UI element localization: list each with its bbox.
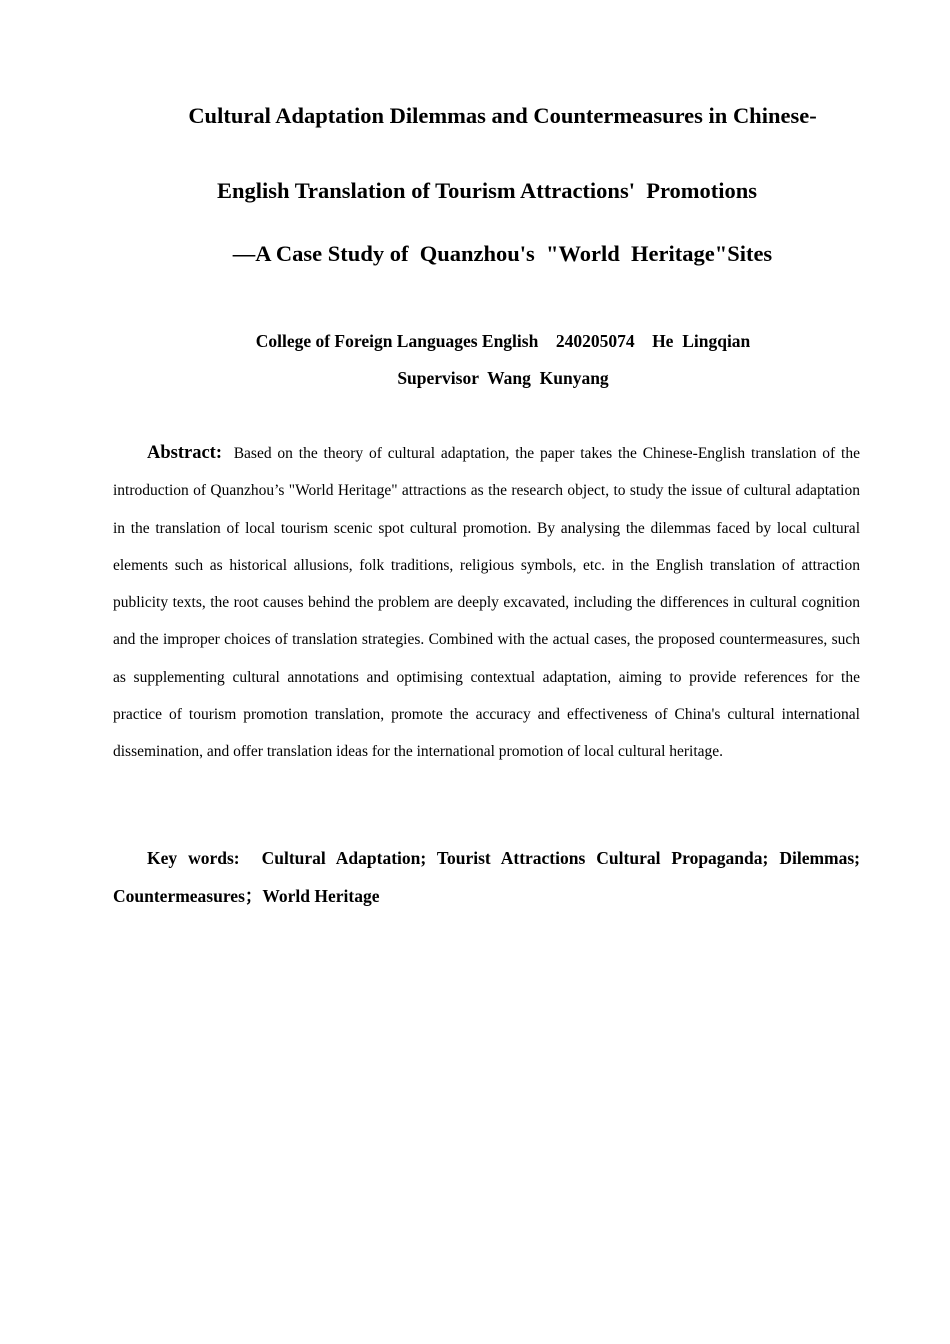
paper-subtitle: —A Case Study of Quanzhou's "World Heritage"Sites bbox=[232, 241, 773, 266]
keywords-label: Key words: bbox=[147, 848, 240, 868]
keywords-text: Cultural Adaptation; Tourist Attractions Cultural Propaganda; Dilemmas; Countermeasures；World Heritage bbox=[113, 848, 860, 906]
paper-title-line-2: English Translation of Tourism Attractions' Promotions bbox=[216, 178, 758, 203]
author-info: College of Foreign Languages English 240205074 He Lingqian bbox=[255, 331, 751, 351]
abstract-label: Abstract: bbox=[147, 443, 223, 463]
abstract-paragraph bbox=[113, 435, 860, 771]
abstract-text: Based on the theory of cultural adaptation, the paper takes the Chinese-English translation of the introduction of Quanzhou’s "World Heritage" attractions as the research object, to study the issue of cultural adaptation in the translation of local tourism scenic spot cultural promotion. By analysing the dilemmas faced by local cultural elements such as historical allusions, folk traditions, religious symbols, etc. in the English translation of attraction publicity texts, the root causes behind the problem are deeply excavated, including the differences in cultural cognition and the improper choices of translation strategies. Combined with the actual cases, the proposed countermeasures, such as supplementing cultural annotations and optimising contextual adaptation, aiming to provide references for the practice of tourism promotion translation, promote the accuracy and effectiveness of China's cultural international dissemination, and offer translation ideas for the international promotion of local cultural heritage. bbox=[113, 445, 860, 761]
keywords-paragraph bbox=[113, 840, 860, 915]
supervisor-info: Supervisor Wang Kunyang bbox=[397, 368, 609, 388]
paper-title-line-1: Cultural Adaptation Dilemmas and Countermeasures in Chinese- bbox=[188, 103, 817, 128]
